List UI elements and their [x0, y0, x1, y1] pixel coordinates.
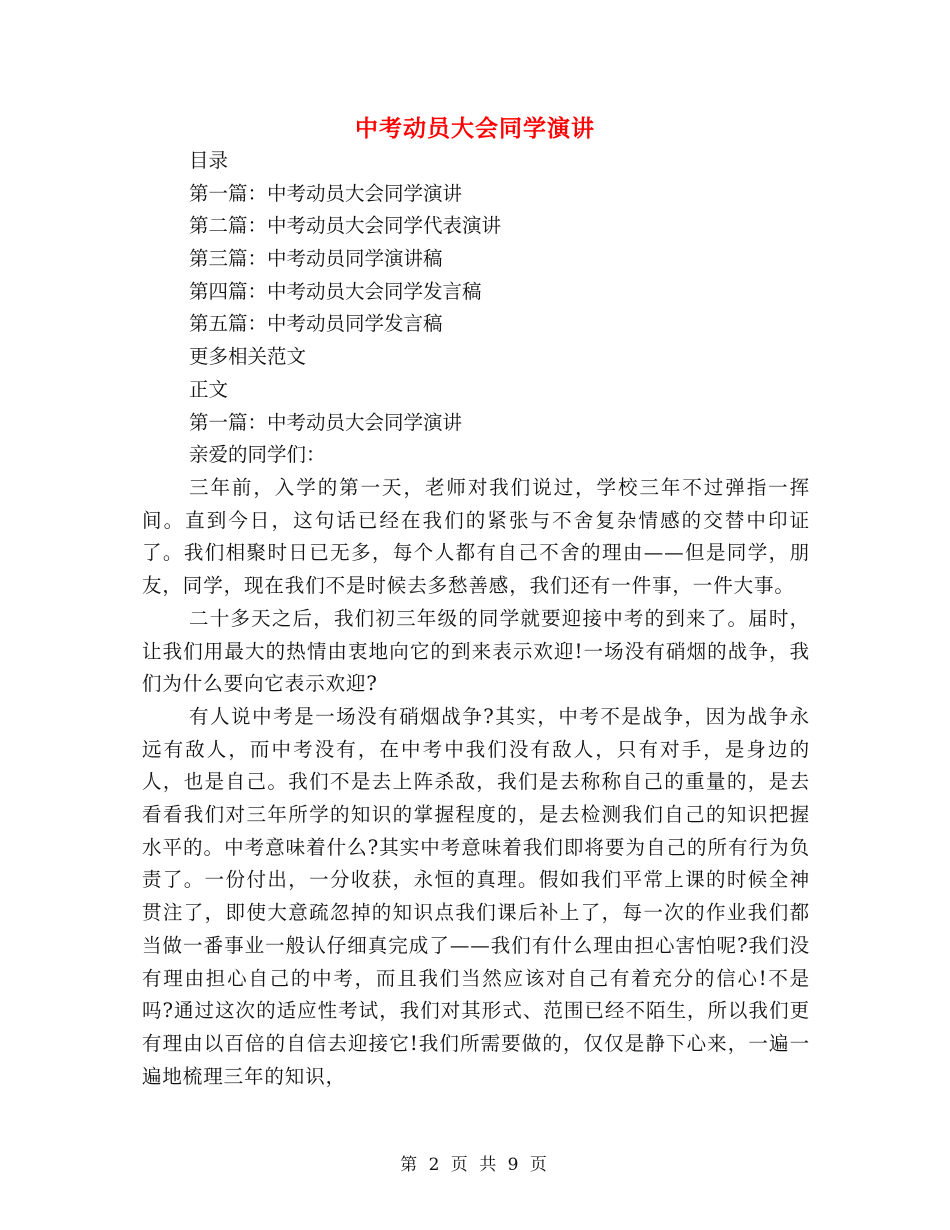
- speech-body: [142, 472, 810, 1093]
- toc-heading: 目录: [189, 149, 229, 172]
- toc-item-2: 第二篇：中考动员大会同学代表演讲: [189, 214, 502, 238]
- toc-more-link: 更多相关范文: [189, 345, 307, 369]
- toc-item-3: 第三篇：中考动员同学演讲稿: [189, 247, 443, 271]
- toc-item-5: 第五篇：中考动员同学发言稿: [189, 312, 443, 336]
- document-title: 中考动员大会同学演讲: [355, 115, 595, 142]
- toc-item-1: 第一篇：中考动员大会同学演讲: [189, 181, 463, 205]
- page-footer: 第 2 页 共 9 页: [400, 1155, 550, 1175]
- paragraph-1: 三年前，入学的第一天，老师对我们说过，学校三年不过弹指一挥间。直到今日，这句话已经在我们的紧张与不舍复杂情感的交替中印证了。我们相聚时日已无多，每个人都有自己不舍的理由——但是同学，朋友，同学，现在我们不是时候去多愁善感，我们还有一件事，一件大事。: [142, 476, 810, 598]
- salutation: 亲爱的同学们：: [189, 443, 326, 467]
- paragraph-3: 有人说中考是一场没有硝烟战争?其实，中考不是战争，因为战争永远有敌人，而中考没有，在中考中我们没有敌人，只有对手，是身边的人，也是自己。我们不是去上阵杀敌，我们是去称称自己的重量的，是去看看我们对三年所学的知识的掌握程度的，是去检测我们自己的知识把握水平的。中考意味着什么?其实中考意味着我们即将要为自己的所有行为负责了。一份付出，一分收获，永恒的真理。假如我们平常上课的时候全神贯注了，即使大意疏忽掉的知识点我们课后补上了，每一次的作业我们都当做一番事业一般认仔细真完成了——我们有什么理由担心害怕呢?我们没有理由担心自己的中考，而且我们当然应该对自己有着充分的信心!不是吗?通过这次的适应性考试，我们对其形式、范围已经不陌生，所以我们更有理由以百倍的自信去迎接它!我们所需要做的，仅仅是静下心来，一遍一遍地梳理三年的知识，: [142, 704, 810, 1088]
- toc-item-4: 第四篇：中考动员大会同学发言稿: [189, 279, 482, 303]
- table-of-contents: [189, 145, 849, 472]
- paragraph-2: 二十多天之后，我们初三年级的同学就要迎接中考的到来了。届时，让我们用最大的热情由衷地向它的到来表示欢迎!一场没有硝烟的战争，我们为什么要向它表示欢迎?: [142, 606, 810, 696]
- section-title: 第一篇：中考动员大会同学演讲: [189, 410, 463, 434]
- body-heading: 正文: [189, 377, 229, 401]
